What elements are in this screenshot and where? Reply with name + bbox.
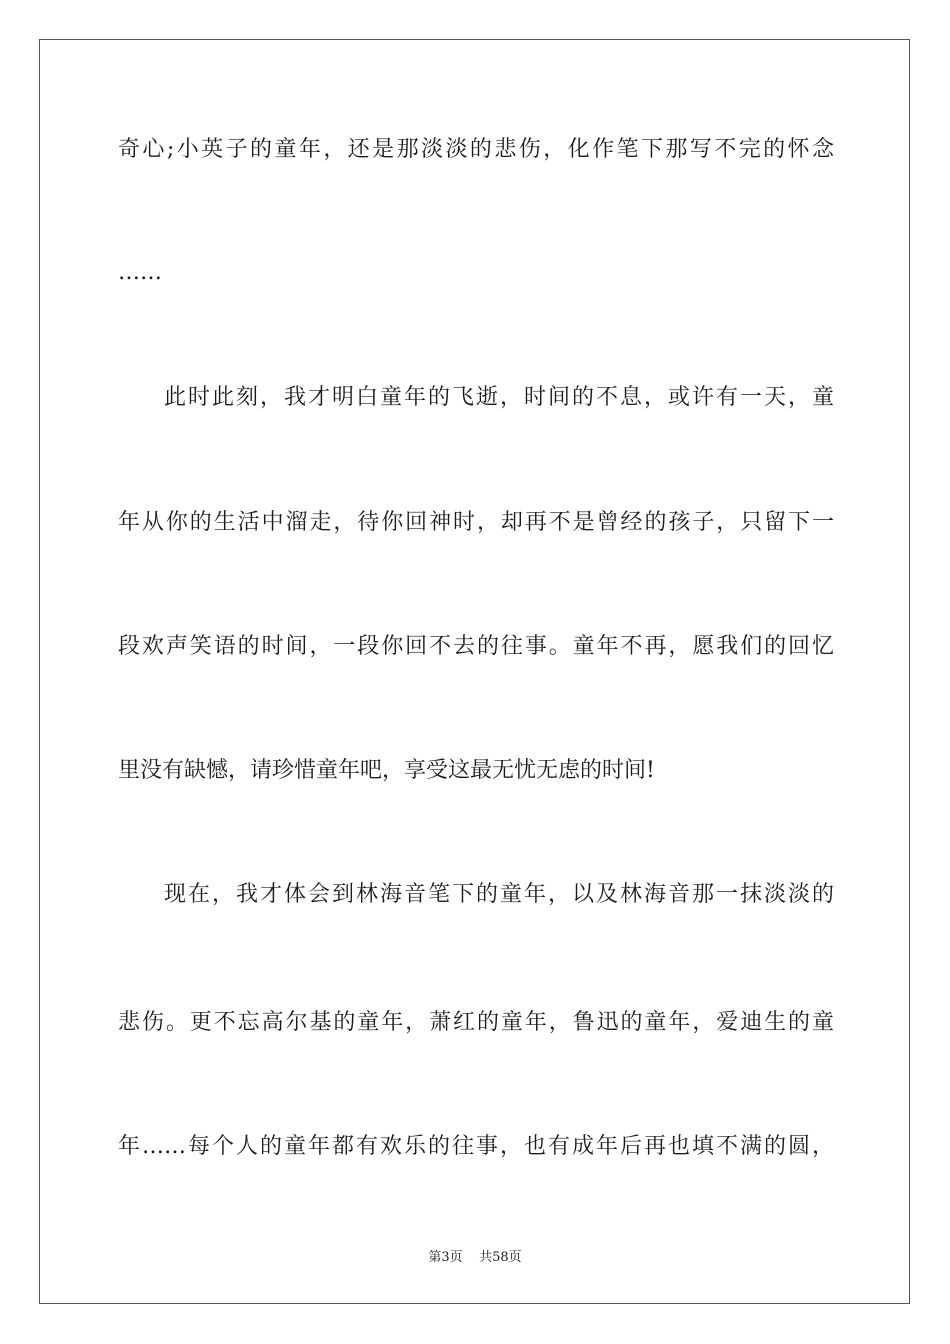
page-number: 第3页 xyxy=(428,1250,463,1265)
page-total: 共58页 xyxy=(479,1250,522,1265)
paragraph-line: 段欢声笑语的时间，一段你回不去的往事。童年不再，愿我们的回忆 xyxy=(118,634,834,659)
paragraph-line: 年……每个人的童年都有欢乐的往事，也有成年后再也填不满的圆， xyxy=(118,1134,834,1159)
paragraph-line: 年从你的生活中溜走，待你回神时，却再不是曾经的孩子，只留下一 xyxy=(118,510,834,535)
paragraph-line: 现在，我才体会到林海音笔下的童年，以及林海音那一抹淡淡的 xyxy=(164,882,834,907)
paragraph-line: 里没有缺憾，请珍惜童年吧，享受这最无忧无虑的时间! xyxy=(118,758,655,783)
paragraph-line: 悲伤。更不忘高尔基的童年，萧红的童年，鲁迅的童年，爱迪生的童 xyxy=(118,1010,834,1035)
page-footer xyxy=(0,1246,950,1265)
paragraph-line: 奇心;小英子的童年，还是那淡淡的悲伤，化作笔下那写不完的怀念 xyxy=(118,137,834,162)
paragraph-line: …… xyxy=(118,260,162,285)
page-border xyxy=(39,39,910,1304)
paragraph-line: 此时此刻，我才明白童年的飞逝，时间的不息，或许有一天，童 xyxy=(164,385,834,410)
